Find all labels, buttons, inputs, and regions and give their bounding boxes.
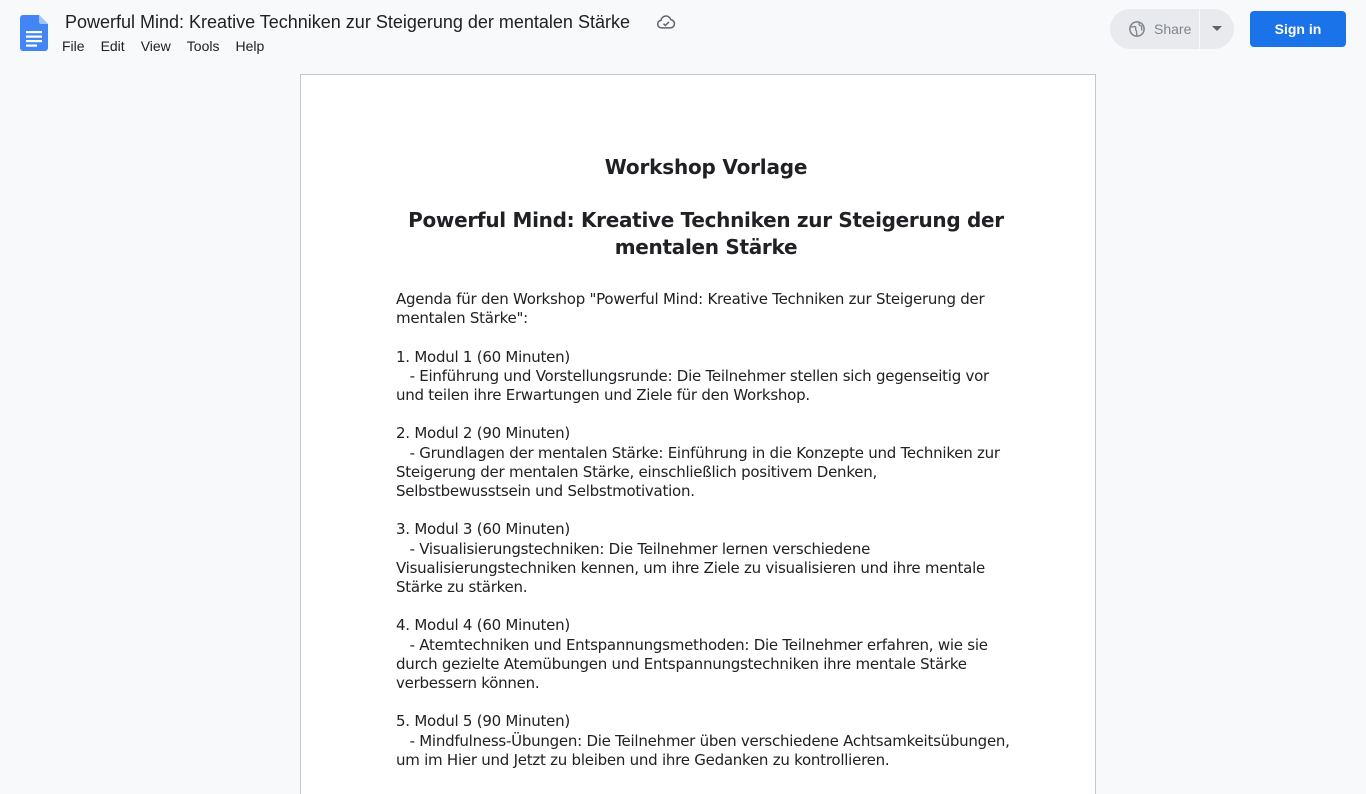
share-button-group: [1110, 9, 1234, 49]
heading-document-title: Powerful Mind: Kreative Techniken zur Steigerung der mentalen Stärke: [408, 208, 1004, 259]
google-docs-logo-icon[interactable]: [20, 15, 48, 51]
module-description: - Grundlagen der mentalen Stärke: Einführung in die Konzepte und Techniken zur Steigerung der mentalen Stärke, einschließlich positivem Denken, Selbstbewusstsein und Selbstmotivation.: [396, 443, 1005, 500]
module-description: - Einführung und Vorstellungsrunde: Die Teilnehmer stellen sich gegenseitig vor und teilen ihre Erwartungen und Ziele für den Workshop.: [396, 366, 994, 404]
document-page[interactable]: [300, 74, 1096, 794]
cloud-saved-icon[interactable]: [656, 12, 676, 32]
module-description: - Visualisierungstechniken: Die Teilnehmer lernen verschiedene Visualisierungstechniken kennen, um ihre Ziele zu visualisieren und ihre mentale Stärke zu stärken.: [396, 539, 990, 596]
module-title: 2. Modul 2 (90 Minuten): [396, 424, 571, 443]
module-title: 1. Modul 1 (60 Minuten): [396, 347, 571, 366]
sign-in-button[interactable]: Sign in: [1250, 11, 1346, 47]
globe-icon: [1128, 20, 1146, 38]
caret-down-icon: [1212, 26, 1222, 32]
module-title: 4. Modul 4 (60 Minuten): [396, 616, 571, 635]
module-title: 5. Modul 5 (90 Minuten): [396, 712, 571, 731]
menu-file[interactable]: File: [62, 38, 85, 54]
share-label: Share: [1154, 21, 1192, 37]
heading-workshop-vorlage: Workshop Vorlage: [604, 155, 808, 179]
module-description: - Atemtechniken und Entspannungsmethoden: Die Teilnehmer erfahren, wie sie durch gezielte Atemübungen und Entspannungstechniken ihre mentale Stärke verbessern können.: [396, 635, 993, 692]
menu-edit[interactable]: Edit: [100, 38, 125, 54]
menu-help[interactable]: Help: [235, 38, 265, 54]
top-bar: [0, 0, 1366, 64]
document-body: [396, 153, 1016, 770]
menu-tools[interactable]: Tools: [186, 38, 220, 54]
menu-view[interactable]: View: [140, 38, 171, 54]
agenda-intro: Agenda für den Workshop "Powerful Mind: Kreative Techniken zur Steigerung der mentalen Stärke":: [396, 290, 989, 328]
title-row: [65, 10, 676, 34]
share-dropdown-button[interactable]: [1200, 9, 1234, 49]
menu-bar: [62, 37, 280, 55]
module-description: - Mindfulness-Übungen: Die Teilnehmer üben verschiedene Achtsamkeitsübungen, um im Hier und Jetzt zu bleiben und ihre Gedanken zu kontrollieren.: [396, 731, 1015, 769]
document-title[interactable]: Powerful Mind: Kreative Techniken zur Steigerung der mentalen Stärke: [65, 12, 630, 32]
share-button[interactable]: [1110, 9, 1200, 49]
agenda-block: [396, 290, 1016, 770]
module-title: 3. Modul 3 (60 Minuten): [396, 520, 571, 539]
